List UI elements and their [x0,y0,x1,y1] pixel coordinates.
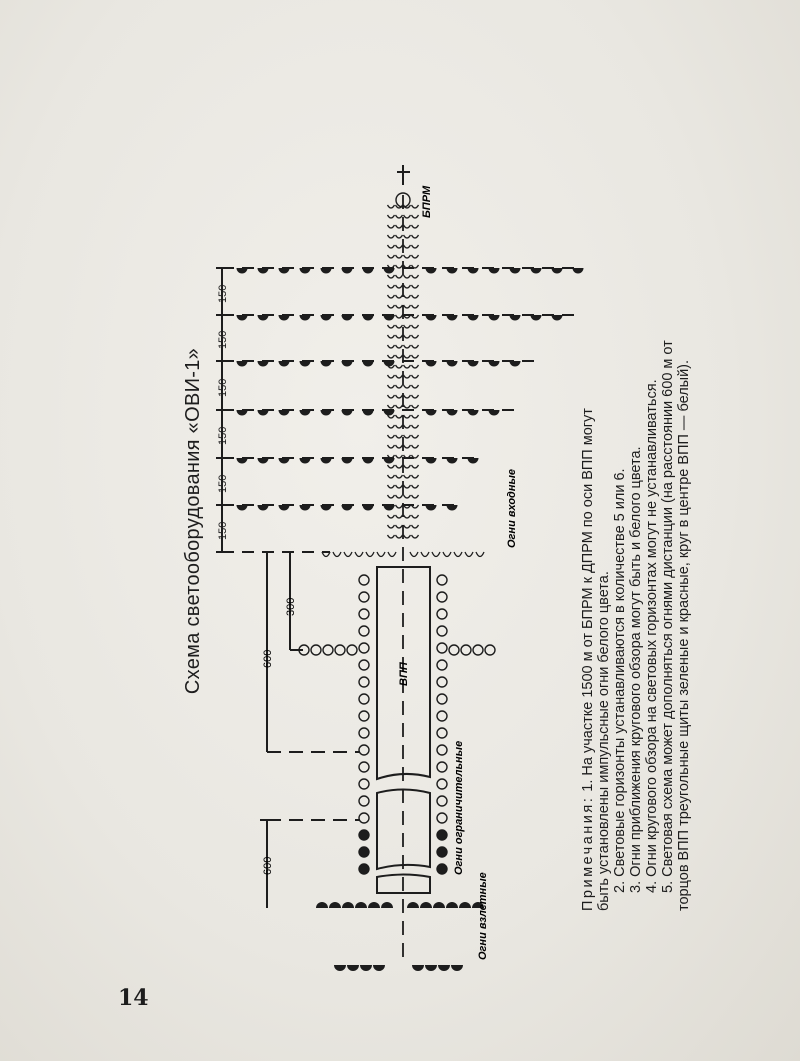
note-3: 3. Огни приближения кругового обзора могут быть и белого цвета. [628,446,644,893]
label-takeoff-lights: Огни взлетные [477,872,489,960]
dimension-label-600-a: 600 [262,649,274,668]
spacing-label: 150 [217,330,229,349]
note-5: 5. Световая схема может дополняться огнями дистанции (на расстоянии 600 м от [660,340,676,893]
note-5-continuation: торцов ВПП треугольные щиты зеленые и красные, круг в центре ВПП — белый). [676,359,692,911]
runway-label: ВПП [398,662,410,686]
dimension-label-600-b: 600 [262,856,274,875]
note-4: 4. Огни кругового обзора на световых горизонтах могут не устанавливаться. [644,379,660,893]
note-line-1 [580,211,596,911]
dimension-label-300: 300 [285,597,297,616]
page-title: Схема светооборудования «ОВИ-1» [182,347,204,695]
note-2: 2. Световые горизонты устанавливаются в количестве 5 или 6. [612,468,628,893]
notes-heading: Примечания: [580,795,596,911]
spacing-label: 150 [217,521,229,540]
spacing-label: 150 [217,284,229,303]
label-limit-lights: Огни ограничительные [453,740,465,875]
note-1-continuation: быть установлены импульсные огни белого цвета. [596,571,612,911]
notes [580,211,692,911]
spacing-label: 150 [217,474,229,493]
spacing-label: 150 [217,378,229,397]
page-number: 14 [118,985,149,1011]
label-inbound-lights: Огни входные [506,468,518,548]
spacing-label: 150 [217,426,229,445]
note-1: 1. На участке 1500 м от БПРМ к ДПРМ по оси ВПП могут [580,408,596,792]
label-bprm: БПРМ [421,185,433,218]
